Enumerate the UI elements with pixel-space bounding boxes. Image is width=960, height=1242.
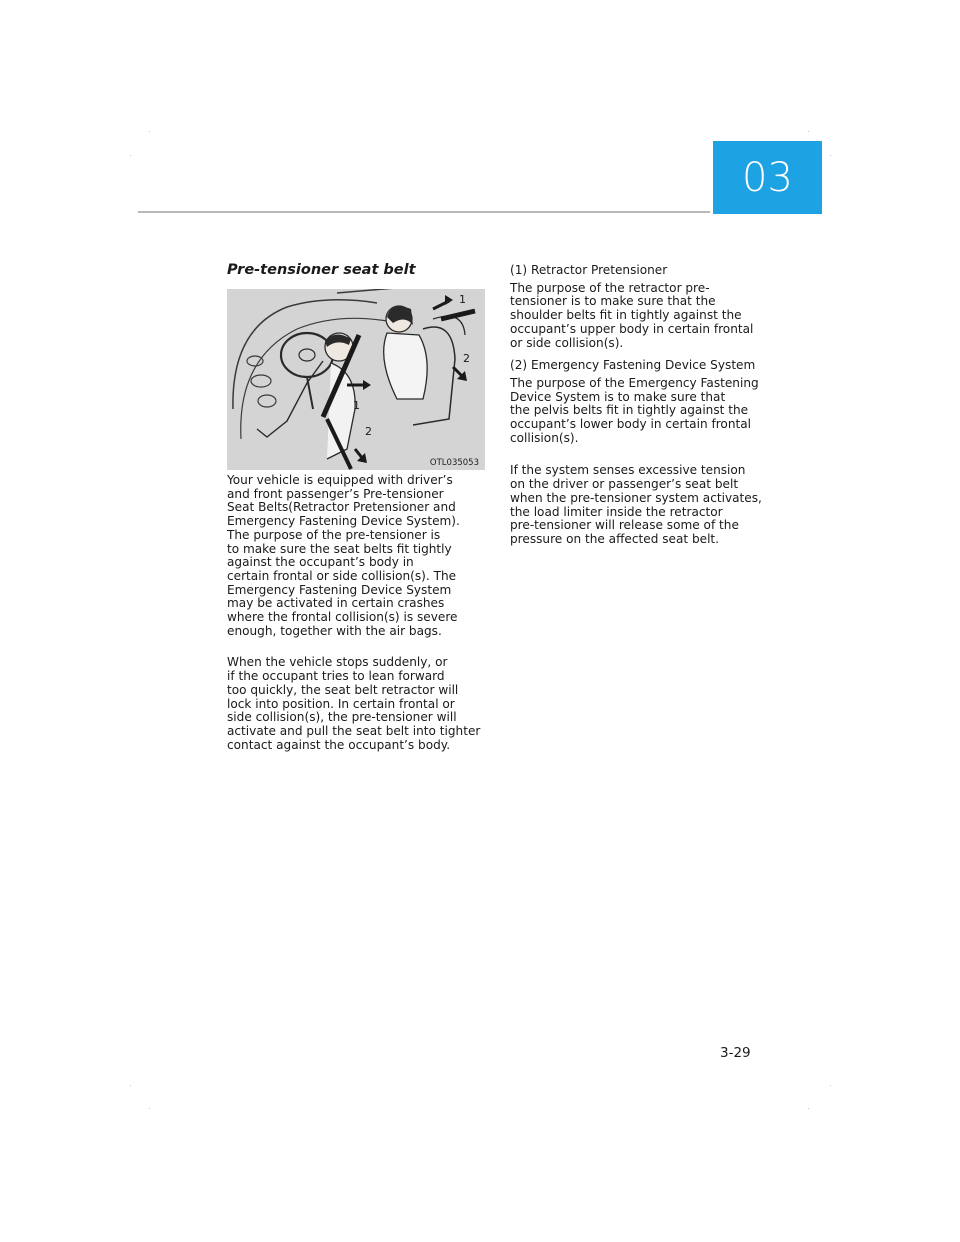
- seat-belt-figure: [227, 289, 485, 470]
- callout-label: 2: [365, 425, 372, 438]
- efd-heading: (2) Emergency Fastening Device System: [510, 358, 756, 373]
- chapter-tab: 03: [713, 141, 822, 214]
- crop-mark: [808, 131, 809, 132]
- crop-mark: [149, 131, 150, 132]
- retractor-paragraph: The purpose of the retractor pre- tensioner is to make sure that the shoulder belts fit in tightly against the occupant’s upper body in certain frontal or side collision(s).: [510, 280, 754, 350]
- intro-paragraph: Your vehicle is equipped with driver’s and front passenger’s Pre-tensioner Seat Belts(Retractor Pretensioner and Emergency Fastening Device System). The purpose of the pre-tensioner is to make sure the seat belts fit tightly against the occupant’s body in certain frontal or side collision(s). The Emergency Fastening Device System may be activated in certain crashes where the frontal collision(s) is severe enough, together with the air bags.: [227, 473, 460, 638]
- page-number: 3-29: [720, 1045, 751, 1061]
- crop-mark: [130, 1085, 131, 1086]
- retractor-heading: (1) Retractor Pretensioner: [510, 263, 668, 277]
- right-column: [510, 264, 778, 547]
- section-title: Pre-tensioner seat belt: [227, 262, 416, 278]
- crop-mark: [808, 1108, 809, 1109]
- crop-mark: [149, 1108, 150, 1109]
- seat-belt-illustration: [227, 289, 485, 470]
- callout-label: 2: [463, 352, 470, 365]
- crop-mark: [130, 155, 131, 156]
- efd-paragraph: The purpose of the Emergency Fastening Device System is to make sure that the pelvis belts fit in tightly against the occupant’s lower body in certain frontal collision(s).: [510, 375, 759, 445]
- crop-mark: [830, 155, 831, 156]
- figure-code: OTL035053: [429, 458, 479, 468]
- lock-paragraph: When the vehicle stops suddenly, or if the occupant tries to lean forward too quickly, the seat belt retractor will lock into position. In certain frontal or side collision(s), the pre-tensioner will activate and pull the seat belt into tighter contact against the occupant’s body.: [227, 655, 481, 752]
- callout-label: 1: [353, 399, 360, 412]
- load-limiter-paragraph: If the system senses excessive tension on the driver or passenger’s seat belt when the pre-tensioner system activates, the load limiter inside the retractor pre-tensioner will release some of the pressure on the affected seat belt.: [510, 463, 762, 546]
- left-column: [227, 262, 489, 752]
- callout-label: 1: [459, 293, 466, 306]
- crop-mark: [830, 1085, 831, 1086]
- header-rule: [138, 211, 710, 213]
